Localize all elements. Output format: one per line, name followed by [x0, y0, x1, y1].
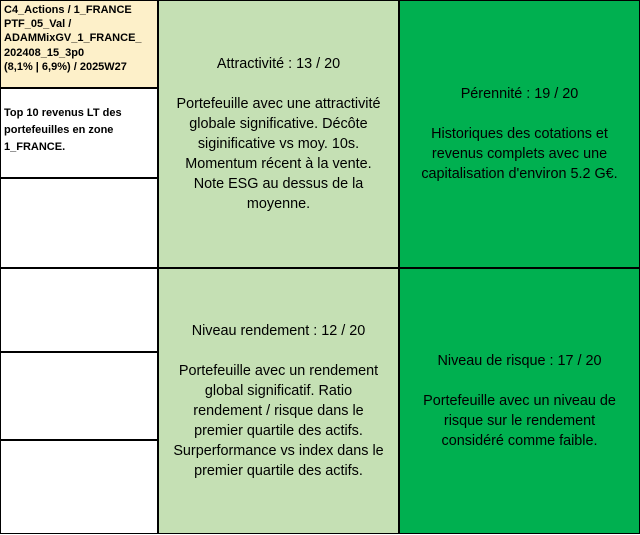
perennite-line: capitalisation d'environ 5.2 G€. [421, 166, 618, 182]
rendement-title: Niveau rendement : 12 / 20 [191, 323, 366, 339]
portfolio-header-line: C4_Actions / 1_FRANCE [4, 4, 132, 16]
portfolio-header-line: PTF_05_Val / [4, 18, 72, 31]
attractivite-text [173, 94, 385, 214]
attractivite-line: globale significative. Décôte [189, 116, 368, 132]
empty-cell [0, 440, 158, 534]
attractivite-line: Note ESG au dessus de la [193, 176, 364, 192]
perennite-panel [399, 0, 640, 268]
perennite-text [417, 124, 621, 184]
risque-panel [399, 268, 640, 534]
portfolio-header-line: ADAMMixGV_1_FRANCE_ [4, 32, 142, 45]
risque-text [419, 391, 620, 451]
perennite-line: revenus complets avec une [431, 146, 608, 162]
rendement-line: premier quartile des actifs. [194, 423, 363, 439]
risque-line: considéré comme faible. [441, 433, 598, 449]
empty-cell [0, 352, 158, 440]
attractivite-line: moyenne. [246, 196, 311, 212]
portfolio-header-line: (8,1% | 6,9%) / 2025W27 [4, 60, 127, 73]
empty-cell [0, 178, 158, 268]
portfolio-header [0, 0, 158, 88]
risque-line: Portefeuille avec un niveau de [423, 393, 616, 409]
portfolio-header-line: 202408_15_3p0 [4, 46, 85, 59]
attractivite-line: Momentum récent à la vente. [185, 156, 372, 172]
portfolio-description [0, 88, 158, 178]
rendement-line: rendement / risque dans le [193, 403, 364, 419]
rendement-line: Surperformance vs index dans le [173, 443, 384, 459]
rendement-text [169, 361, 387, 481]
risque-line: risque sur le rendement [443, 413, 596, 429]
rendement-line: Portefeuille avec un rendement [178, 363, 379, 379]
attractivite-panel [158, 0, 399, 268]
perennite-title: Pérennité : 19 / 20 [460, 86, 579, 102]
rendement-panel [158, 268, 399, 534]
attractivite-line: Portefeuille avec une attractivité [176, 96, 381, 112]
risque-title: Niveau de risque : 17 / 20 [437, 353, 602, 369]
rendement-line: premier quartile des actifs. [194, 463, 363, 479]
perennite-line: Historiques des cotations et [431, 126, 608, 142]
attractivite-title: Attractivité : 13 / 20 [216, 56, 341, 72]
attractivite-line: siginificative vs moy. 10s. [197, 136, 360, 152]
portfolio-description-text: Top 10 revenus LT des portefeuilles en zone 1_FRANCE. [4, 107, 122, 153]
rendement-line: global significatif. Ratio [204, 383, 353, 399]
empty-cell [0, 268, 158, 352]
